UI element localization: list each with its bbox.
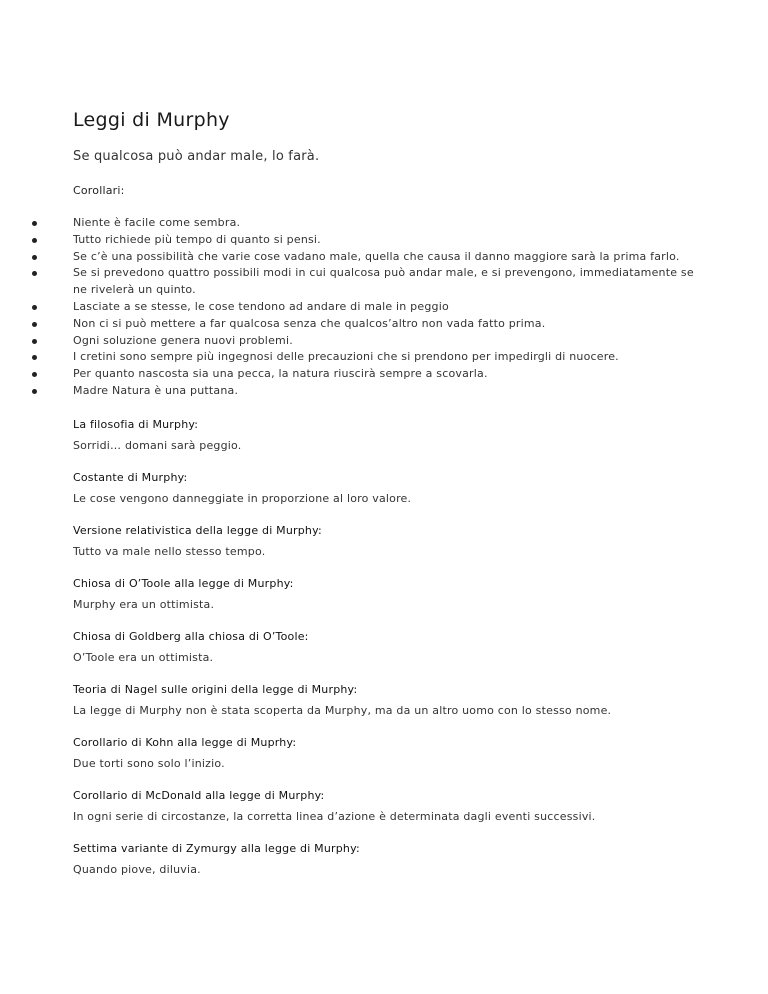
- section-heading: Costante di Murphy:: [73, 471, 188, 484]
- list-item: [73, 383, 698, 400]
- list-item: [73, 232, 698, 249]
- section-text: Quando piove, diluvia.: [73, 863, 201, 876]
- section-heading: La filosofia di Murphy:: [73, 418, 199, 431]
- list-item-text: Non ci si può mettere a far qualcosa senza che qualcos’altro non vada fatto prima.: [73, 316, 546, 330]
- section-chiosa-goldberg: [73, 630, 713, 664]
- section-text: Sorridi… domani sarà peggio.: [73, 439, 242, 452]
- section-text: Tutto va male nello stesso tempo.: [73, 545, 266, 558]
- list-item-text: Ogni soluzione genera nuovi problemi.: [73, 333, 293, 347]
- list-item-text: Tutto richiede più tempo di quanto si pensi.: [73, 232, 321, 246]
- section-text: Le cose vengono danneggiate in proporzione al loro valore.: [73, 492, 412, 505]
- list-item-text: Se c’è una possibilità che varie cose vadano male, quella che causa il danno maggiore sarà la prima farlo.: [73, 249, 680, 263]
- section-text: O’Toole era un ottimista.: [73, 651, 214, 664]
- bullet-icon: [32, 339, 37, 344]
- section-teoria-nagel: [73, 683, 713, 717]
- list-item: [73, 333, 698, 350]
- bullet-icon: [32, 389, 37, 394]
- list-item: [73, 215, 698, 232]
- section-variante-zymurgy: [73, 842, 713, 876]
- section-text: In ogni serie di circostanze, la corretta linea d’azione è determinata dagli eventi successivi.: [73, 810, 596, 823]
- section-corollario-kohn: [73, 736, 713, 770]
- section-filosofia: [73, 418, 713, 452]
- section-versione-relativistica: [73, 524, 713, 558]
- section-corollario-mcdonald: [73, 789, 713, 823]
- main-law: Se qualcosa può andar male, lo farà.: [73, 149, 320, 164]
- bullet-icon: [32, 355, 37, 360]
- list-item: [73, 249, 698, 266]
- bullet-icon: [32, 271, 37, 276]
- list-item-text: Lasciate a se stesse, le cose tendono ad andare di male in peggio: [73, 299, 449, 313]
- bullet-icon: [32, 322, 37, 327]
- section-heading: Chiosa di O’Toole alla legge di Murphy:: [73, 577, 294, 590]
- section-heading: Versione relativistica della legge di Murphy:: [73, 524, 322, 537]
- list-item: [73, 265, 698, 299]
- bullet-icon: [32, 255, 37, 260]
- bullet-icon: [32, 221, 37, 226]
- section-costante: [73, 471, 713, 505]
- list-item-text: I cretini sono sempre più ingegnosi delle precauzioni che si prendono per impedirgli di nuocere.: [73, 350, 619, 364]
- list-item: [73, 316, 698, 333]
- list-item: [73, 366, 698, 383]
- bullet-icon: [32, 238, 37, 243]
- list-item: [73, 349, 698, 366]
- section-heading: Corollario di McDonald alla legge di Murphy:: [73, 789, 325, 802]
- section-text: Murphy era un ottimista.: [73, 598, 215, 611]
- section-heading: Settima variante di Zymurgy alla legge di Murphy:: [73, 842, 360, 855]
- page-title: Leggi di Murphy: [73, 109, 230, 131]
- section-chiosa-otoole: [73, 577, 713, 611]
- bullet-icon: [32, 372, 37, 377]
- section-heading: Corollario di Kohn alla legge di Muprhy:: [73, 736, 297, 749]
- section-heading: Chiosa di Goldberg alla chiosa di O’Toole:: [73, 630, 309, 643]
- bullet-icon: [32, 305, 37, 310]
- list-item-text: Madre Natura è una puttana.: [73, 383, 239, 397]
- section-text: Due torti sono solo l’inizio.: [73, 757, 225, 770]
- list-item-text: Per quanto nascosta sia una pecca, la natura riuscirà sempre a scovarla.: [73, 367, 488, 381]
- list-item-text: Se si prevedono quattro possibili modi in cui qualcosa può andar male, e si prevengono, immediatamente se ne rivelerà un quinto.: [73, 266, 694, 297]
- corollari-heading: Corollari:: [73, 184, 125, 197]
- corollari-list: [73, 215, 698, 400]
- list-item: [73, 299, 698, 316]
- section-text: La legge di Murphy non è stata scoperta da Murphy, ma da un altro uomo con lo stesso nome.: [73, 704, 612, 717]
- list-item-text: Niente è facile come sembra.: [73, 216, 241, 229]
- section-heading: Teoria di Nagel sulle origini della legge di Murphy:: [73, 683, 358, 696]
